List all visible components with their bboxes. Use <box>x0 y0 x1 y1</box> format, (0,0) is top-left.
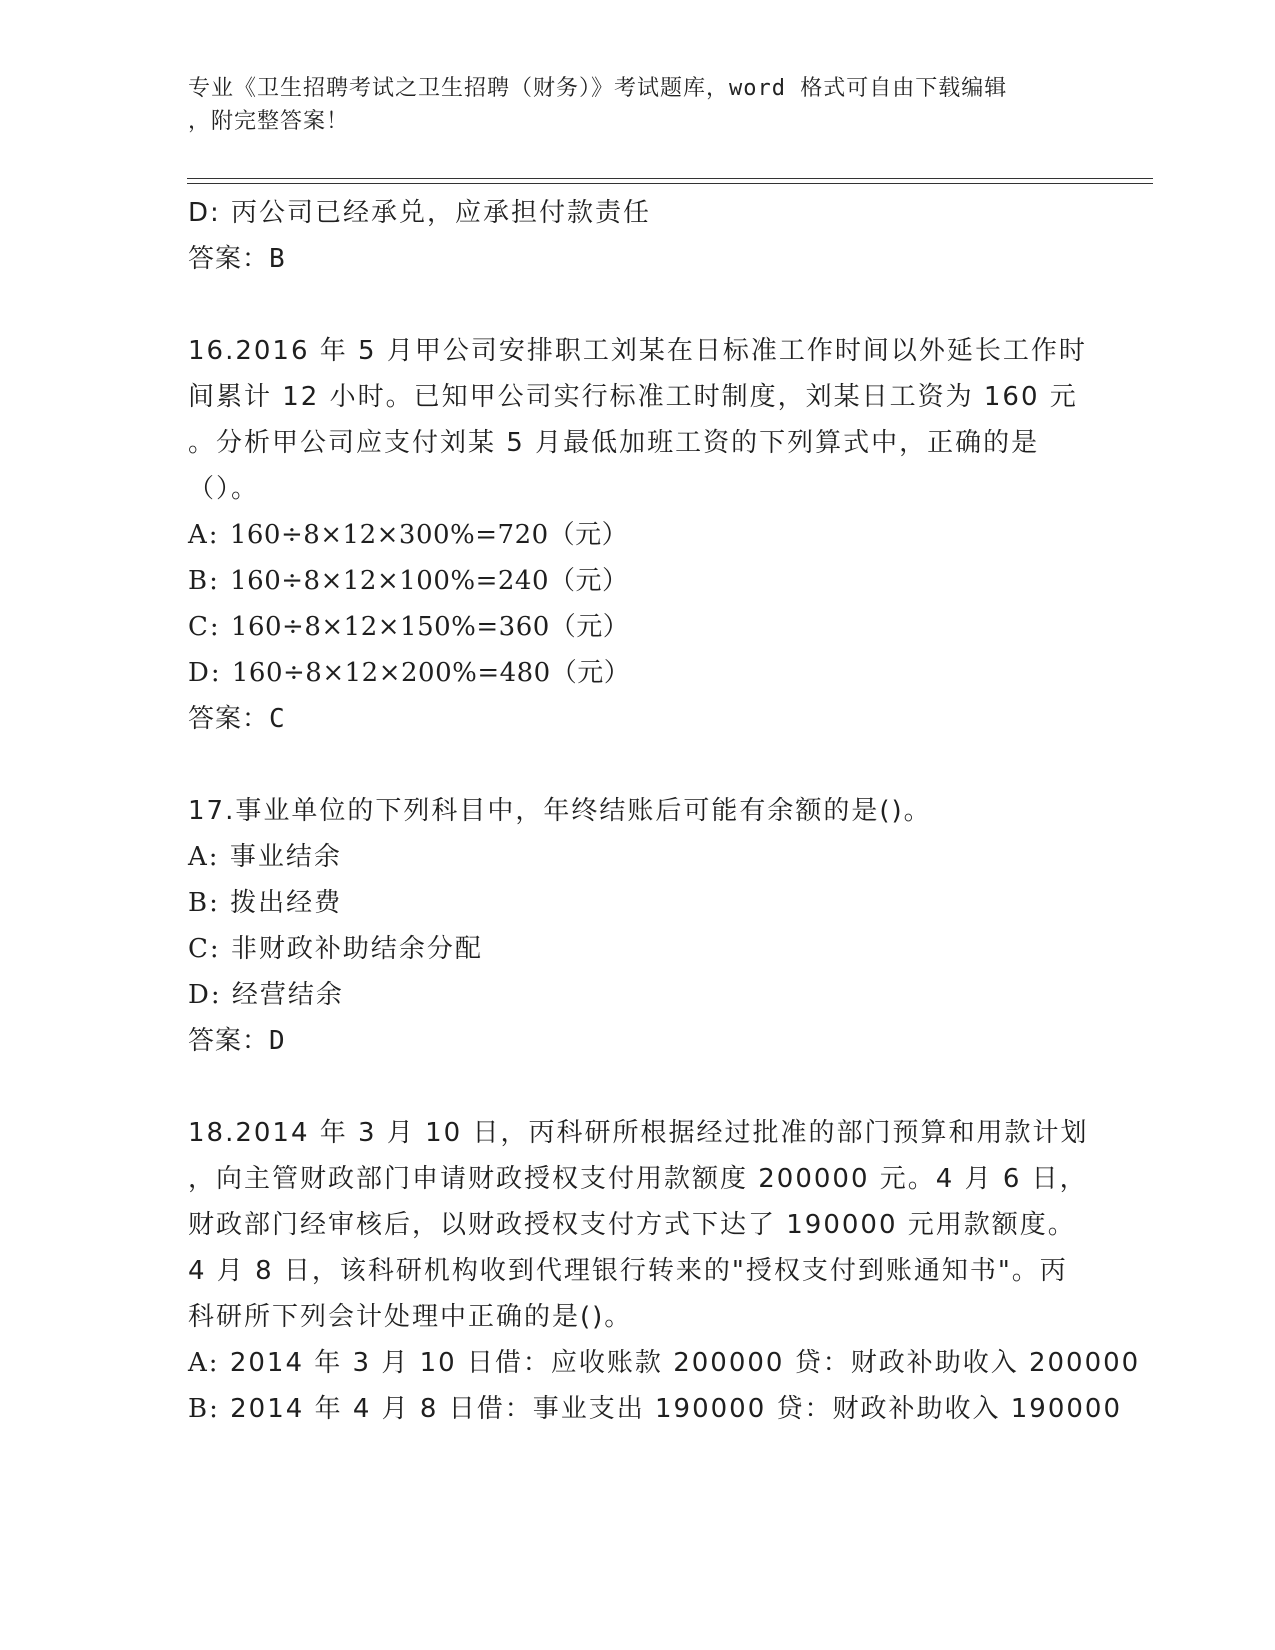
option-text: 160÷8×12×100%=240（元） <box>230 566 629 596</box>
header-rule-bottom <box>187 183 1153 184</box>
q16-option-b <box>188 558 1088 604</box>
option-label: A: <box>188 1348 230 1378</box>
option-label: C: <box>188 934 231 964</box>
q16-stem-line-3: 。分析甲公司应支付刘某 5 月最低加班工资的下列算式中，正确的是 <box>188 428 1040 458</box>
option-text: 2014 年 4 月 8 日借：事业支出 190000 贷：财政补助收入 190000 <box>230 1394 1123 1424</box>
q17-stem-line-1: 17.事业单位的下列科目中，年终结账后可能有余额的是()。 <box>188 796 932 826</box>
option-text: 160÷8×12×200%=480（元） <box>231 658 631 688</box>
q16-answer: 答案：C <box>188 704 286 734</box>
question-18 <box>188 1110 1141 1432</box>
option-label: B: <box>188 1394 231 1424</box>
spacer <box>188 1064 1088 1110</box>
option-text: 经营结余 <box>231 980 344 1010</box>
header-line-1: 专业《卫生招聘考试之卫生招聘（财务）》考试题库，word 格式可自由下载编辑 <box>188 76 1008 101</box>
q16-stem-line-4: （）。 <box>188 474 260 504</box>
q17-option-a <box>188 834 1088 880</box>
option-label: B: <box>188 566 231 596</box>
question-16 <box>188 328 1088 742</box>
q18-option-b <box>188 1386 1123 1432</box>
option-text: 拨出经费 <box>230 888 343 918</box>
spacer <box>188 282 1088 328</box>
option-text: 非财政补助结余分配 <box>230 934 483 964</box>
question-content <box>188 190 1141 1432</box>
q17-option-b <box>188 880 1088 926</box>
header-line-2: ，附完整答案！ <box>188 109 350 134</box>
q16-option-d <box>188 650 1088 696</box>
header-rule-top <box>187 178 1153 179</box>
option-text: 160÷8×12×150%=360（元） <box>230 612 630 642</box>
document-header <box>188 72 1088 138</box>
option-label: A: <box>188 842 230 872</box>
prev-option-d: D: 丙公司已经承兑，应承担付款责任 <box>188 198 652 228</box>
q17-answer: 答案：D <box>188 1026 286 1056</box>
spacer <box>188 742 1088 788</box>
option-text: 160÷8×12×300%=720（元） <box>229 520 629 550</box>
q18-stem-line-4: 4 月 8 日，该科研机构收到代理银行转来的"授权支付到账通知书"。丙 <box>188 1256 1068 1286</box>
option-label: C: <box>188 612 231 642</box>
q18-stem-line-3: 财政部门经审核后，以财政授权支付方式下达了 190000 元用款额度。 <box>188 1210 1076 1240</box>
q16-stem-line-2: 间累计 12 小时。已知甲公司实行标准工时制度，刘某日工资为 160 元 <box>188 382 1078 412</box>
q18-option-a <box>188 1340 1141 1386</box>
q16-option-c <box>188 604 1088 650</box>
q16-option-a <box>188 512 1088 558</box>
q17-option-d <box>188 972 1088 1018</box>
option-label: D: <box>188 658 232 688</box>
option-label: B: <box>188 888 231 918</box>
prev-answer: 答案：B <box>188 244 286 274</box>
option-text: 2014 年 3 月 10 日借：应收账款 200000 贷：财政补助收入 200000 <box>229 1348 1141 1378</box>
option-label: A: <box>188 520 230 550</box>
option-label: D: <box>188 980 232 1010</box>
q18-stem-line-2: ，向主管财政部门申请财政授权支付用款额度 200000 元。4 月 6 日， <box>188 1164 1088 1194</box>
q16-stem-line-1: 16.2016 年 5 月甲公司安排职工刘某在日标准工作时间以外延长工作时 <box>188 336 1087 366</box>
option-text: 事业结余 <box>229 842 342 872</box>
question-17 <box>188 788 1088 1064</box>
q17-option-c <box>188 926 1088 972</box>
q18-stem-line-5: 科研所下列会计处理中正确的是()。 <box>188 1302 633 1332</box>
q18-stem-line-1: 18.2014 年 3 月 10 日，丙科研所根据经过批准的部门预算和用款计划 <box>188 1118 1089 1148</box>
